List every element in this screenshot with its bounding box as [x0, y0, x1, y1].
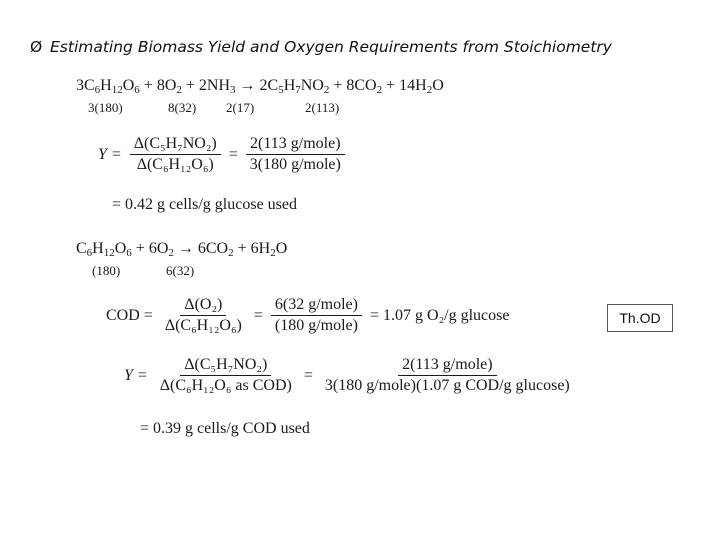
formula-part: O — [275, 240, 288, 257]
formula-part: H — [100, 77, 112, 94]
yield-equation-cod — [124, 356, 582, 395]
mw-label: (180) — [92, 263, 121, 278]
fraction-numerator: 2(113 g/mole) — [246, 135, 345, 155]
formula-sub: 2 — [426, 84, 433, 96]
equals-sign: = — [253, 306, 263, 324]
yield-lhs: Y = — [98, 145, 122, 163]
formula-sub: 5 — [278, 84, 284, 96]
reaction-biomass — [76, 77, 444, 96]
fraction-denominator: (180 g/mole) — [274, 317, 358, 334]
formula-sub: 6 — [126, 247, 132, 259]
mw-label: 3(180) — [88, 100, 123, 115]
formula-part: O — [122, 77, 135, 94]
fraction — [130, 135, 221, 174]
formula-part: H — [283, 77, 296, 94]
yield-result-glucose: = 0.42 g cells/g glucose used — [112, 196, 297, 213]
equals-sign: = — [303, 366, 313, 384]
yield-equation-glucose — [98, 135, 353, 174]
formula-sub: 2 — [168, 247, 174, 259]
formula-part: + 6H — [233, 240, 271, 257]
formula-part: + 14H — [382, 77, 427, 94]
formula-sub: 2 — [228, 247, 234, 259]
fraction-denominator: 3(180 g/mole) — [249, 156, 341, 173]
formula-sub: 12 — [103, 247, 115, 259]
fraction-numerator: 6(32 g/mole) — [271, 296, 362, 316]
fraction-denominator: Δ(C₆H₁₂O₆ as COD) — [159, 377, 292, 394]
formula-part: 3C — [76, 77, 95, 94]
fraction-numerator: Δ(C₅H₇NO₂) — [130, 135, 221, 155]
fraction-numerator: 2(113 g/mole) — [398, 356, 497, 376]
formula-sub: 3 — [230, 84, 236, 96]
formula-part: H — [92, 240, 104, 257]
formula-part: + 8CO — [329, 77, 377, 94]
thod-button[interactable]: Th.OD — [607, 304, 673, 332]
mw-label: 2(113) — [305, 100, 340, 115]
formula-sub: 2 — [270, 247, 276, 259]
arrow-bullet-icon: Ø — [30, 38, 43, 56]
fraction — [321, 356, 574, 395]
fraction — [246, 135, 345, 174]
formula-part: → 2C — [235, 77, 279, 94]
fraction-denominator: Δ(C₆H₁₂O₆) — [136, 156, 214, 173]
formula-part: O — [432, 77, 444, 94]
formula-sub: 6 — [94, 84, 101, 96]
formula-sub: 7 — [295, 84, 301, 96]
reaction-oxidation — [76, 240, 287, 259]
formula-sub: 12 — [111, 84, 123, 96]
fraction — [271, 296, 362, 335]
fraction-numerator: Δ(O₂) — [180, 296, 226, 316]
fraction-denominator: Δ(C₆H₁₂O₆) — [164, 317, 242, 334]
formula-part: → 6CO — [173, 240, 229, 257]
yield-lhs: Y = — [124, 366, 148, 384]
formula-part: O — [114, 240, 127, 257]
cod-result: = 1.07 g O₂/g glucose — [369, 306, 510, 324]
fraction — [161, 296, 246, 335]
cod-equation — [106, 296, 517, 335]
formula-sub: 2 — [376, 84, 383, 96]
formula-sub: 2 — [323, 84, 330, 96]
yield-result-cod: = 0.39 g cells/g COD used — [140, 420, 310, 437]
equals-sign: = — [228, 145, 238, 163]
formula-part: + 8O — [139, 77, 177, 94]
cod-lhs: COD = — [106, 306, 153, 324]
mw-label: 6(32) — [166, 263, 195, 278]
mw-label: 2(17) — [226, 100, 255, 115]
slide-heading — [30, 38, 612, 56]
formula-part: NO — [300, 77, 324, 94]
fraction-denominator: 3(180 g/mole)(1.07 g COD/g glucose) — [324, 377, 570, 394]
formula-sub: 6 — [86, 247, 93, 259]
formula-sub: 6 — [134, 84, 140, 96]
formula-sub: 2 — [176, 84, 182, 96]
fraction — [156, 356, 296, 395]
formula-part: + 6O — [131, 240, 169, 257]
mw-label: 8(32) — [168, 100, 197, 115]
formula-part: + 2NH — [181, 77, 231, 94]
heading-text: Estimating Biomass Yield and Oxygen Requirements from Stoichiometry — [50, 38, 612, 56]
fraction-numerator: Δ(C₅H₇NO₂) — [180, 356, 271, 376]
formula-part: C — [76, 240, 87, 257]
